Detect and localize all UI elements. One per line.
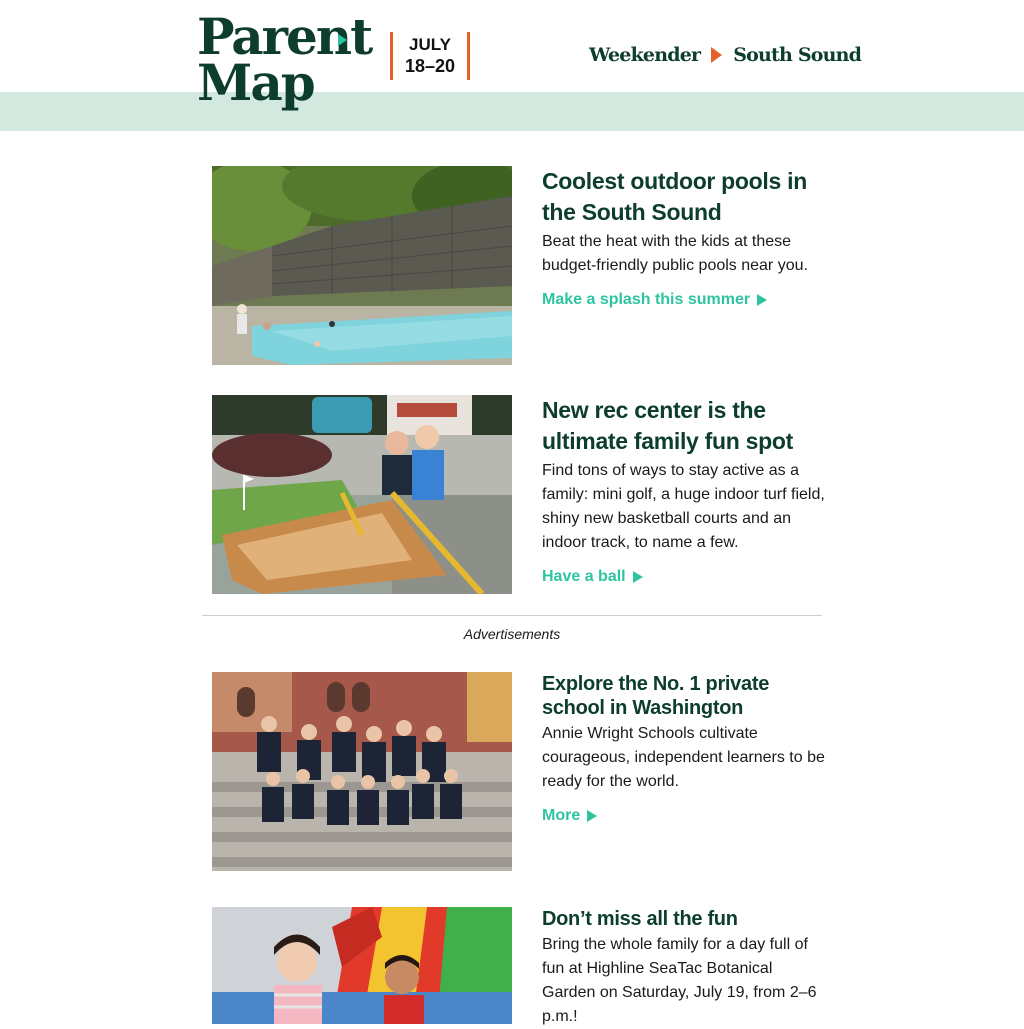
article-description: Beat the heat with the kids at these budget-friendly public pools near you.: [542, 233, 808, 274]
breadcrumb-arrow-icon: [711, 47, 722, 63]
breadcrumb-weekender[interactable]: Weekender: [589, 44, 701, 66]
date-range: 18–20: [404, 56, 456, 76]
logo-play-icon: [338, 34, 347, 46]
ad-title[interactable]: Don’t miss all the fun: [542, 908, 738, 930]
ad-description: Bring the whole family for a day full of fun at Highline SeaTac Botanical Garden on Saturday, July 19, from 2–6 p.m.!: [542, 936, 817, 1025]
article-title[interactable]: New rec center is the ultimate family fun spot: [542, 397, 793, 454]
header: [0, 0, 1024, 92]
ad-title[interactable]: Explore the No. 1 private school in Washington: [542, 673, 770, 719]
article-text: [542, 395, 827, 589]
play-arrow-icon: [633, 571, 643, 583]
article-title[interactable]: Coolest outdoor pools in the South Sound: [542, 168, 807, 225]
header-band: [0, 92, 1024, 131]
ad-text: [542, 907, 827, 1029]
date-month: JULY: [409, 35, 451, 54]
breadcrumb: [589, 44, 861, 66]
play-arrow-icon: [587, 810, 597, 822]
cta-label: Make a splash this summer: [542, 291, 751, 308]
play-arrow-icon: [757, 294, 767, 306]
ad-description: Annie Wright Schools cultivate courageous, independent learners to be ready for the world.: [542, 725, 825, 790]
make-a-splash-link[interactable]: [542, 288, 767, 312]
ads-divider: [202, 615, 822, 616]
bounce-house-photo[interactable]: [212, 907, 512, 1024]
date-badge: [390, 32, 470, 80]
rec-center-photo[interactable]: [212, 395, 512, 594]
school-photo[interactable]: [212, 672, 512, 871]
have-a-ball-link[interactable]: [542, 565, 643, 589]
pool-photo[interactable]: [212, 166, 512, 365]
ad-text: [542, 672, 827, 828]
logo-line-1: Parent: [197, 7, 372, 66]
advertisements-label: Advertisements: [463, 626, 561, 642]
article-text: [542, 166, 827, 312]
article-description: Find tons of ways to stay active as a family: mini golf, a huge indoor turf field, shiny new basketball courts and an indoor track, to name a few.: [542, 462, 825, 551]
cta-label: Have a ball: [542, 568, 626, 585]
more-link[interactable]: [542, 804, 597, 828]
logo-line-2: Map: [197, 53, 314, 112]
parentmap-logo[interactable]: [197, 7, 372, 112]
breadcrumb-south-sound[interactable]: South Sound: [733, 44, 862, 66]
cta-label: More: [542, 807, 581, 824]
